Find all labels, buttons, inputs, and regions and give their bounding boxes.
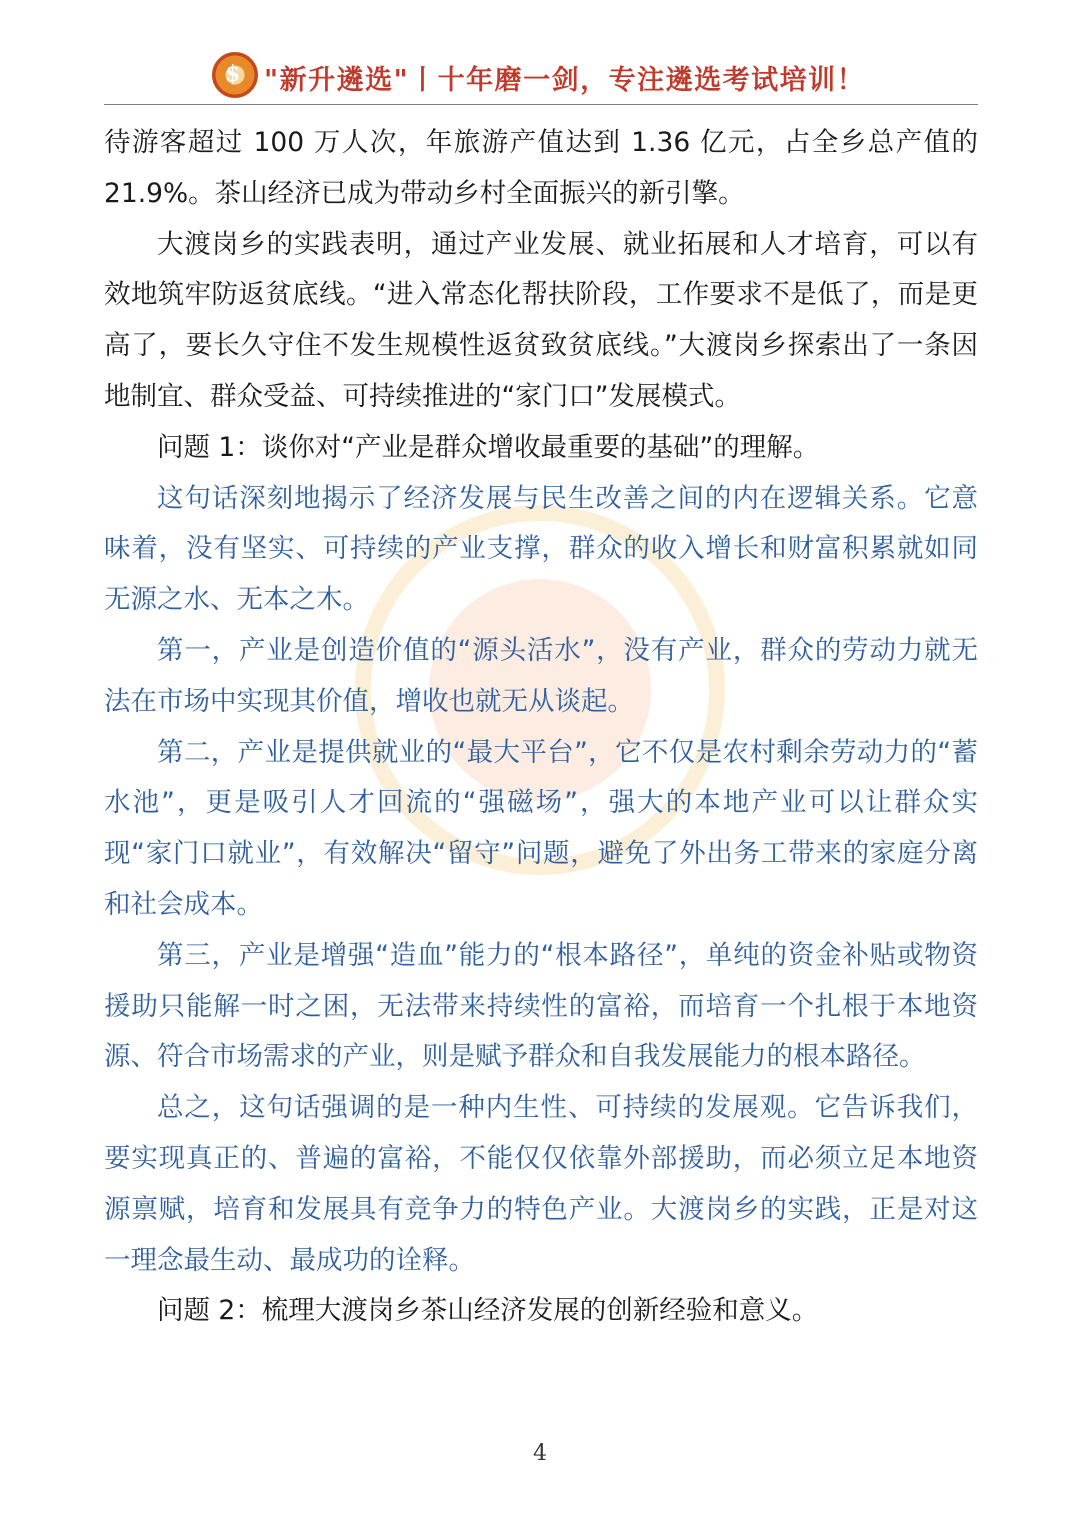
answer-intro: 这句话深刻地揭示了经济发展与民生改善之间的内在逻辑关系。它意味着，没有坚实、可持续的产业支撑，群众的收入增长和财富积累就如同无源之水、无本之木。 (104, 482, 978, 616)
answer-point-1: 第一，产业是创造价值的“源头活水”，没有产业，群众的劳动力就无法在市场中实现其价值，增收也就无从谈起。 (104, 634, 978, 717)
paragraph-summary: 大渡岗乡的实践表明，通过产业发展、就业拓展和人才培育，可以有效地筑牢防返贫底线。“进入常态化帮扶阶段，工作要求不是低了，而是更高了，要长久守住不发生规模性返贫致贫底线。”大渡岗乡探索出了一条因地制宜、群众受益、可持续推进的“家门口”发展模式。 (104, 228, 978, 412)
brand-logo-icon (212, 52, 258, 98)
question-1: 问题 1：谈你对“产业是群众增收最重要的基础”的理解。 (157, 431, 820, 463)
paragraph-continued: 待游客超过 100 万人次，年旅游产值达到 1.36 亿元，占全乡总产值的 21.9%。茶山经济已成为带动乡村全面振兴的新引擎。 (104, 127, 978, 209)
document-body (104, 118, 978, 1337)
question-2: 问题 2：梳理大渡岗乡茶山经济发展的创新经验和意义。 (157, 1295, 819, 1327)
header-slogan: "新升遴选"丨十年磨一剑，专注遴选考试培训！ (264, 65, 866, 96)
answer-point-3: 第三，产业是增强“造血”能力的“根本路径”，单纯的资金补贴或物资援助只能解一时之困，无法带来持续性的富裕，而培育一个扎根于本地资源、符合市场需求的产业，则是赋予群众和自我发展能力的根本路径。 (104, 939, 978, 1073)
page-number: 4 (533, 1441, 547, 1466)
answer-conclusion: 总之，这句话强调的是一种内生性、可持续的发展观。它告诉我们，要实现真正的、普遍的富裕，不能仅仅依靠外部援助，而必须立足本地资源禀赋，培育和发展具有竞争力的特色产业。大渡岗乡的实践，正是对这一理念最生动、最成功的诠释。 (104, 1092, 978, 1276)
answer-point-2: 第二，产业是提供就业的“最大平台”，它不仅是农村剩余劳动力的“蓄水池”，更是吸引人才回流的“强磁场”，强大的本地产业可以让群众实现“家门口就业”，有效解决“留守”问题，避免了外出务工带来的家庭分离和社会成本。 (104, 736, 978, 920)
logo-glyph-icon: $ (225, 61, 241, 87)
page-header (104, 48, 978, 105)
